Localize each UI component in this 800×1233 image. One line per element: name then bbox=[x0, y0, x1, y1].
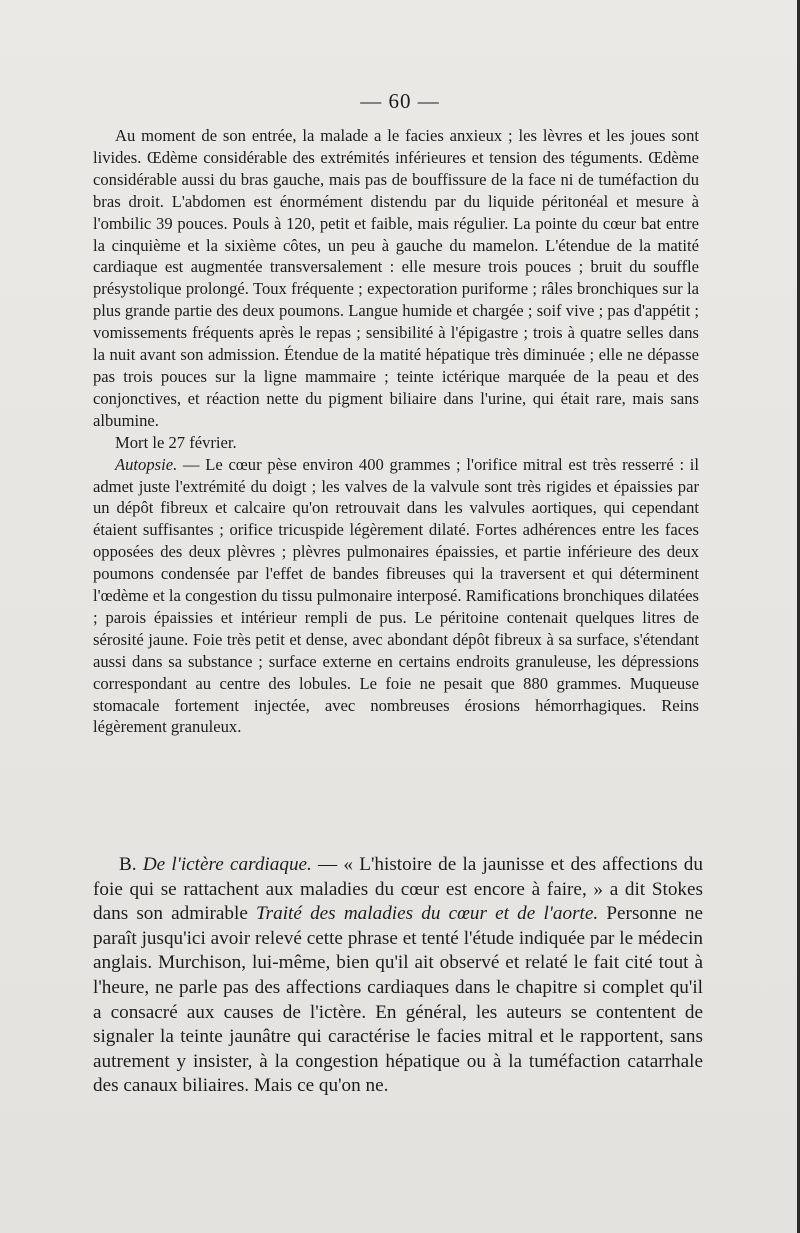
section-letter: B. bbox=[119, 854, 137, 875]
autopsy-text: — Le cœur pèse environ 400 grammes ; l'orifice mitral est très resserré : il admet juste l'extrémité du doigt ; les valves de la valvule sont très rigides et épaissies par un dépôt fibreux et calcaire qu'on retrouvait dans les valvules aortiques, qui cependant étaient suffisantes ; orifice tricuspide légèrement dilaté. Fortes adhérences entre les faces opposées des deux plèvres ; plèvres pulmonaires épaissies, et partie inférieure des deux poumons condensée par l'effet de bandes fibreuses qui la traversent et qui déterminent l'œdème et la congestion du tissu pulmonaire interposé. Ramifications bronchiques dilatées ; parois épaissies et intérieur rempli de pus. Le péritoine contenait quelques litres de sérosité jaune. Foie très petit et dense, avec abondant dépôt fibreux à sa surface, s'étendant aussi dans sa substance ; surface externe en certains endroits granuleuse, les dépressions correspondant au centre des lobules. Le foie ne pesait que 880 grammes. Muqueuse stomacale fortement injectée, avec nombreuses érosions hémorrhagiques. Reins légèrement granuleux. bbox=[93, 454, 699, 737]
section-text-part1: — « L'histoire de la jaunisse et des affections du foie qui se rattachent aux maladies du cœur est encore à faire, » a dit Stokes dans son admirable bbox=[93, 854, 703, 925]
book-title: Traité des maladies du cœur et de l'aorte. bbox=[256, 903, 599, 925]
autopsy-label: Autopsie. bbox=[115, 454, 178, 474]
paragraph-admission: Au moment de son entrée, la malade a le facies anxieux ; les lèvres et les joues sont livides. Œdème considérable des extrémités inférieures et tension des téguments. Œdème considérable aussi du bras gauche, mais pas de bouffissure de la face ni de tuméfaction du bras droit. L'abdomen est énormément distendu par du liquide péritonéal et mesure à l'ombilic 39 pouces. Pouls à 120, petit et faible, mais régulier. La pointe du cœur bat entre la cinquième et la sixième côtes, un peu à gauche du mamelon. L'étendue de la matité cardiaque est augmentée transversalement : elle mesure trois pouces ; bruit du souffle présystolique prolongé. Toux fréquente ; expectoration puriforme ; râles bronchiques sur la plus grande partie des deux poumons. Langue humide et chargée ; soif vive ; pas d'appétit ; vomissements fréquents après le repas ; sensibilité à l'épigastre ; trois à quatre selles dans la nuit avant son admission. Étendue de la matité hépatique très diminuée ; elle ne dépasse pas trois pouces sur la ligne mammaire ; teinte ictérique marquée de la peau et des conjonctives, et réaction nette du pigment biliaire dans l'urine, qui était rare, mais sans albumine. bbox=[93, 126, 699, 430]
section-title: De l'ictère cardiaque. bbox=[142, 854, 312, 875]
page-number: — 60 — bbox=[360, 89, 440, 113]
paragraph-autopsy bbox=[93, 454, 699, 739]
section-text-part2: Personne ne paraît jusqu'ici avoir relevé cette phrase et tenté l'étude indiquée par le médecin anglais. Murchison, lui-même, bien qu'il ait observé et relaté le fait cité tout à l'heure, ne parle pas des affections cardiaques dans le chapitre si complet qu'il a consacré aux causes de l'ictère. En général, les auteurs se contentent de signaler la teinte jaunâtre qui caractérise le facies mitral et le rapportent, sans autrement y insister, à la congestion hépatique ou à la tuméfaction catarrhale des canaux biliaires. Mais ce qu'on ne. bbox=[93, 903, 703, 1097]
observation-section bbox=[93, 125, 699, 738]
section-cardiac-icterus bbox=[93, 853, 703, 1099]
paragraph-cardiac-icterus bbox=[93, 853, 703, 1099]
paragraph-death: Mort le 27 février. bbox=[115, 432, 237, 452]
